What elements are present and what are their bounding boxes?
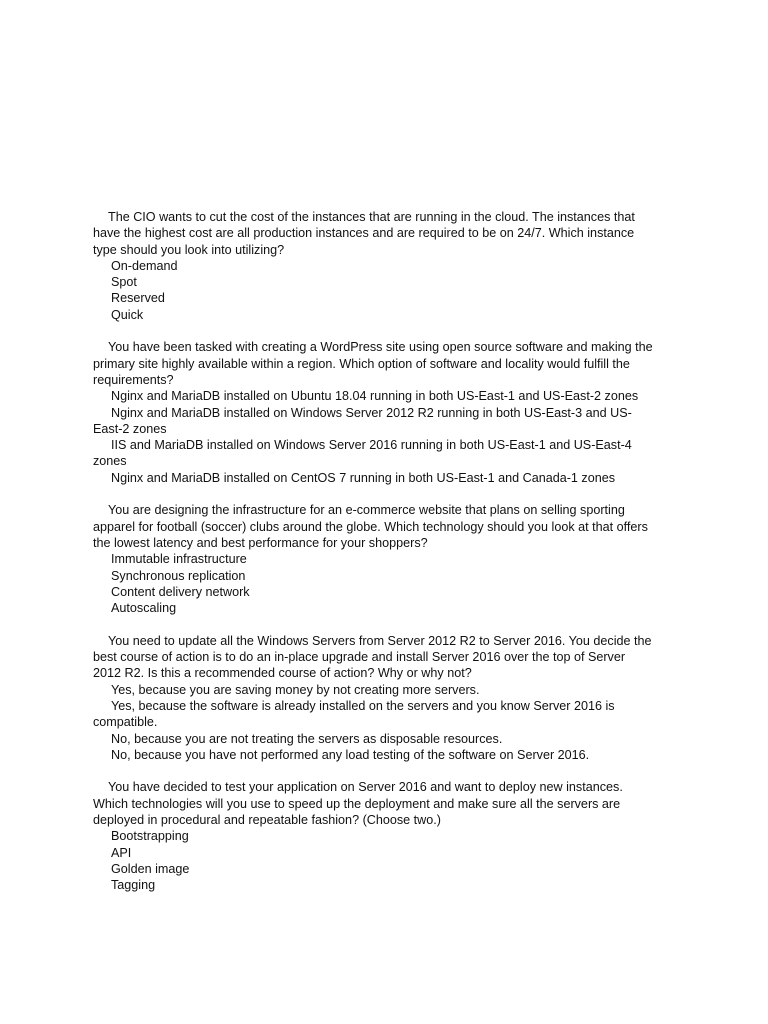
answer-option: No, because you have not performed any load testing of the software on Server 2016. — [111, 747, 590, 762]
answer-option: Nginx and MariaDB installed on Ubuntu 18.04 running in both US-East-1 and US-East-2 zones — [111, 389, 639, 404]
answer-options — [93, 682, 653, 763]
question-stem: You have been tasked with creating a WordPress site using open source software and making the primary site highly available within a region. Which option of software and locality would fulfill the requirements? — [93, 340, 653, 387]
question-4 — [93, 633, 653, 763]
question-stem: You are designing the infrastructure for an e-commerce website that plans on selling sporting apparel for football (soccer) clubs around the globe. Which technology should you look at that offers the lowest latency and best performance for your shoppers? — [93, 503, 648, 550]
answer-option: On-demand — [111, 258, 178, 273]
answer-option: Synchronous replication — [111, 568, 246, 583]
question-stem: You need to update all the Windows Servers from Server 2012 R2 to Server 2016. You decide the best course of action is to do an in-place upgrade and install Server 2016 over the top of Server 2012 R2. Is this a recommended course of action? Why or why not? — [93, 633, 652, 681]
answer-options — [93, 388, 653, 486]
answer-option: Reserved — [111, 291, 165, 306]
answer-option: Bootstrapping — [111, 829, 189, 844]
question-stem: You have decided to test your application on Server 2016 and want to deploy new instances. Which technologies will you use to speed up the deployment and make sure all the servers are deployed in procedural and repeatable fashion? (Choose two.) — [93, 780, 623, 827]
answer-option: Tagging — [111, 878, 156, 893]
answer-option: Content delivery network — [111, 584, 250, 599]
answer-option: No, because you are not treating the servers as disposable resources. — [111, 731, 503, 746]
answer-option: Quick — [111, 307, 144, 322]
answer-option: Immutable infrastructure — [111, 552, 247, 567]
answer-option: API — [111, 845, 132, 860]
answer-option: IIS and MariaDB installed on Windows Server 2016 running in both US-East-1 and US-East-4 zones — [93, 438, 632, 469]
answer-option: Nginx and MariaDB installed on CentOS 7 running in both US-East-1 and Canada-1 zones — [111, 470, 616, 485]
answer-options — [93, 828, 653, 893]
answer-option: Golden image — [111, 861, 190, 876]
question-5 — [93, 779, 653, 893]
question-1 — [93, 209, 653, 323]
answer-option: Nginx and MariaDB installed on Windows Server 2012 R2 running in both US-East-3 and US-East-2 zones — [93, 405, 632, 436]
answer-options — [93, 551, 653, 616]
answer-option: Yes, because you are saving money by not creating more servers. — [111, 682, 480, 697]
question-2 — [93, 339, 653, 486]
question-stem: The CIO wants to cut the cost of the instances that are running in the cloud. The instances that have the highest cost are all production instances and are required to be on 24/7. Which instance type should you look into utilizing? — [93, 210, 635, 257]
answer-option: Spot — [111, 275, 137, 290]
question-3 — [93, 502, 653, 616]
answer-option: Autoscaling — [111, 601, 177, 616]
answer-options — [93, 258, 653, 323]
question-list — [93, 209, 653, 910]
answer-option: Yes, because the software is already installed on the servers and you know Server 2016 is compatible. — [93, 698, 615, 730]
